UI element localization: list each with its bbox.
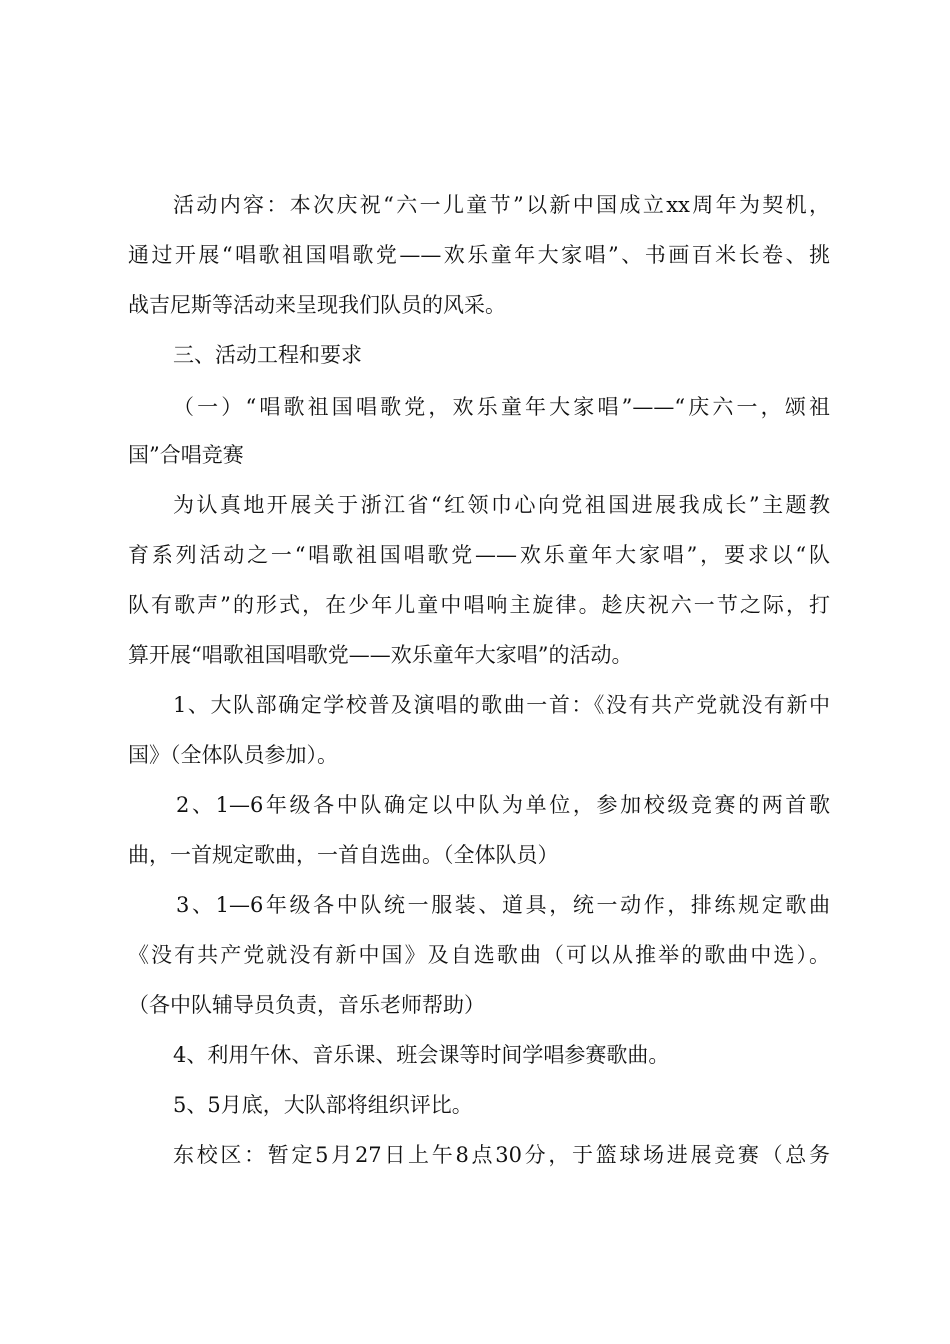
list-item-3-line-3: （各中队辅导员负责，音乐老师帮助） <box>128 993 485 1017</box>
paragraph-1-line-1: 活动内容：本次庆祝“六一儿童节”以新中国成立xx周年为契机， <box>173 193 830 217</box>
list-item-1-line-1: 1、大队部确定学校普及演唱的歌曲一首：《没有共产党就没有新中 <box>173 693 830 717</box>
paragraph-2-line-1: 为认真地开展关于浙江省“红领巾心向党祖国进展我成长”主题教 <box>173 493 830 517</box>
section-heading: 三、活动工程和要求 <box>173 343 362 367</box>
paragraph-2-line-2: 育系列活动之一“唱歌祖国唱歌党——欢乐童年大家唱”，要求以“队 <box>128 543 830 567</box>
list-item-3-line-2: 《没有共产党就没有新中国》及自选歌曲（可以从推举的歌曲中选）。 <box>128 943 830 967</box>
list-item-4: 4、利用午休、音乐课、班会课等时间学唱参赛歌曲。 <box>173 1043 670 1067</box>
paragraph-1-line-2: 通过开展“唱歌祖国唱歌党——欢乐童年大家唱”、书画百米长卷、挑 <box>128 243 830 267</box>
list-item-5: 5、5月底，大队部将组织评比。 <box>173 1093 473 1117</box>
list-item-2-line-2: 曲，一首规定歌曲，一首自选曲。（全体队员） <box>128 843 559 867</box>
subsection-heading-line-1: （一）“唱歌祖国唱歌党，欢乐童年大家唱”——“庆六一，颂祖 <box>173 395 830 419</box>
list-item-3-line-1: 3、1—6年级各中队统一服装、道具，统一动作，排练规定歌曲 <box>176 893 830 917</box>
list-item-1-line-2: 国》（全体队员参加）。 <box>128 743 338 767</box>
east-campus-line: 东校区：暂定5月27日上午8点30分，于篮球场进展竞赛（总务 <box>173 1143 830 1167</box>
paragraph-1-line-3: 战吉尼斯等活动来呈现我们队员的风采。 <box>128 293 506 317</box>
paragraph-2-line-4: 算开展“唱歌祖国唱歌党——欢乐童年大家唱”的活动。 <box>128 643 633 667</box>
paragraph-2-line-3: 队有歌声”的形式，在少年儿童中唱响主旋律。趁庆祝六一节之际，打 <box>128 593 830 617</box>
subsection-heading-line-2: 国”合唱竞赛 <box>128 443 244 467</box>
list-item-2-line-1: 2、1—6年级各中队确定以中队为单位，参加校级竞赛的两首歌 <box>176 793 830 817</box>
